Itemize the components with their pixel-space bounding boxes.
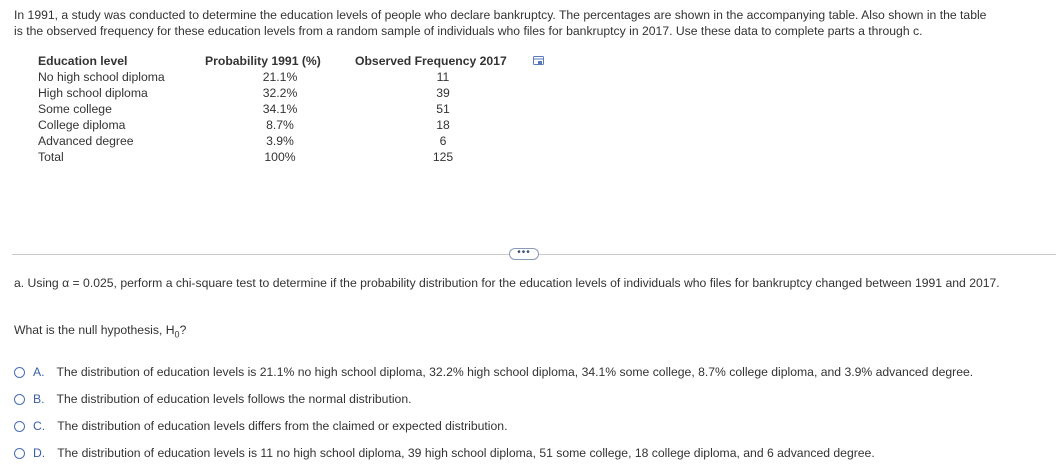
option-letter: A.	[33, 365, 45, 379]
option-letter: B.	[33, 392, 45, 406]
problem-statement-line-2: is the observed frequency for these education levels from a random sample of individuals who files for bankruptcy in 2017. Use these data to complete parts a through c.	[14, 24, 923, 38]
table-header-row	[38, 53, 531, 69]
option-text: The distribution of education levels follows the normal distribution.	[56, 392, 412, 406]
cell-frequency: 51	[436, 102, 450, 116]
header-observed-frequency-2017: Observed Frequency 2017	[355, 54, 507, 68]
radio-button-icon[interactable]	[14, 394, 25, 405]
header-education-level: Education level	[38, 54, 128, 68]
table-row	[38, 69, 531, 85]
copy-table-icon[interactable]	[533, 56, 544, 66]
cell-frequency: 18	[436, 118, 450, 132]
problem-statement	[14, 7, 1052, 39]
part-a-prompt	[14, 276, 1044, 291]
answer-option-c[interactable]	[14, 418, 507, 434]
cell-education-level: No high school diploma	[38, 70, 165, 84]
cell-education-level: Some college	[38, 102, 112, 116]
cell-probability: 34.1%	[262, 102, 298, 116]
radio-button-icon[interactable]	[14, 421, 25, 432]
question-suffix: ?	[179, 323, 187, 337]
cell-probability: 21.1%	[262, 70, 298, 84]
table-row	[38, 85, 531, 101]
table-row	[38, 101, 531, 117]
option-letter: D.	[33, 446, 46, 460]
radio-button-icon[interactable]	[14, 448, 25, 459]
cell-frequency: 11	[436, 70, 450, 84]
answer-option-b[interactable]	[14, 391, 412, 407]
part-a-text: = 0.025, perform a chi-square test to determine if the probability distribution for the education levels of individuals who files for bankruptcy changed between 1991 and 2017.	[69, 276, 1000, 290]
answer-option-d[interactable]	[14, 445, 875, 461]
alpha-symbol: α	[62, 276, 70, 290]
expand-more-button[interactable]: •••	[509, 248, 539, 260]
cell-frequency: 39	[436, 86, 450, 100]
cell-probability: 3.9%	[266, 134, 294, 148]
cell-education-level: High school diploma	[38, 86, 148, 100]
cell-probability: 100%	[264, 150, 296, 164]
part-a-prefix: a. Using	[14, 276, 63, 290]
cell-frequency: 125	[432, 150, 454, 164]
option-text: The distribution of education levels differs from the claimed or expected distribution.	[57, 419, 508, 433]
cell-probability: 8.7%	[266, 118, 294, 132]
header-probability-1991: Probability 1991 (%)	[205, 54, 321, 68]
question-text: What is the null hypothesis, H	[14, 323, 175, 337]
question-subscript: 0	[174, 329, 180, 340]
cell-education-level: Total	[38, 150, 64, 164]
answer-option-a[interactable]	[14, 364, 973, 380]
option-letter: C.	[33, 419, 46, 433]
education-data-table	[38, 53, 531, 165]
problem-statement-line-1: In 1991, a study was conducted to determine the education levels of people who declare bankruptcy. The percentages are shown in the accompanying table. Also shown in the table	[14, 8, 987, 22]
table-row	[38, 117, 531, 133]
cell-frequency: 6	[439, 134, 447, 148]
cell-probability: 32.2%	[262, 86, 298, 100]
option-text: The distribution of education levels is 21.1% no high school diploma, 32.2% high school diploma, 34.1% some college, 8.7% college diploma, and 3.9% advanced degree.	[56, 365, 974, 379]
null-hypothesis-question	[14, 322, 186, 342]
cell-education-level: Advanced degree	[38, 134, 134, 148]
table-row-total	[38, 149, 531, 165]
radio-button-icon[interactable]	[14, 367, 25, 378]
cell-education-level: College diploma	[38, 118, 126, 132]
table-row	[38, 133, 531, 149]
option-text: The distribution of education levels is 11 no high school diploma, 39 high school diploma, 51 some college, 18 college diploma, and 6 advanced degree.	[57, 446, 875, 460]
